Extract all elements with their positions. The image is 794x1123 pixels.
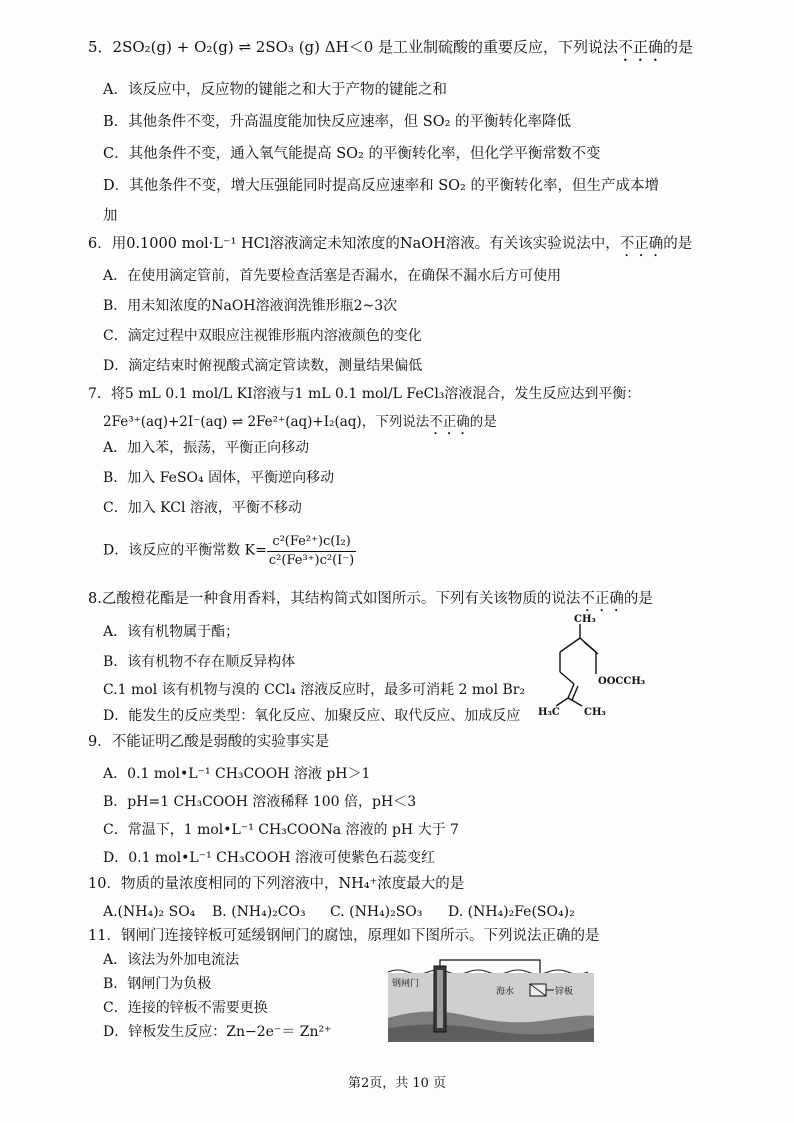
q7-stem-post: 的是 bbox=[469, 414, 497, 430]
q5-stem-post: 的是 bbox=[663, 38, 694, 56]
q6-option-a: A．在使用滴定管前，首先要检查活塞是否漏水，在确保不漏水后方可使用 bbox=[103, 268, 562, 284]
fraction-numerator: c²(Fe²⁺)c(I₂) bbox=[267, 534, 356, 552]
q9-stem: 9．不能证明乙酸是弱酸的实验事实是 bbox=[88, 734, 330, 750]
q7-option-a: A．加入苯，振荡，平衡正向移动 bbox=[103, 440, 310, 456]
q5-option-b: B．其他条件不变，升高温度能加快反应速率，但 SO₂ 的平衡转化率降低 bbox=[103, 114, 572, 130]
fraction-denominator: c²(Fe³⁺)c²(I⁻) bbox=[268, 552, 355, 568]
q9-option-b: B．pH=1 CH₃COOH 溶液稀释 100 倍，pH＜3 bbox=[103, 794, 417, 810]
struct-ester-group: OOCCH₃ bbox=[598, 676, 646, 687]
q8-option-b: B．该有机物不存在顺反异构体 bbox=[103, 654, 296, 670]
q6-option-b: B．用未知浓度的NaOH溶液润洗锥形瓶2~3次 bbox=[103, 298, 398, 314]
struct-ch3-right: CH₃ bbox=[584, 707, 606, 718]
q5-stem bbox=[88, 38, 693, 65]
q6-option-c: C．滴定过程中双眼应注视锥形瓶内溶液颜色的变化 bbox=[103, 328, 422, 344]
equilibrium-constant-fraction bbox=[267, 534, 356, 568]
q10-option-d: D. (NH₄)₂Fe(SO₄)₂ bbox=[448, 904, 575, 920]
q7-option-d bbox=[103, 534, 356, 568]
q10-option-c: C. (NH₄)₂SO₃ bbox=[330, 904, 423, 920]
fig-zinc-label: 锌板 bbox=[555, 987, 574, 997]
q11-option-a: A．该法为外加电流法 bbox=[103, 952, 240, 968]
q11-option-d: D．锌板发生反应：Zn−2e⁻＝ Zn²⁺ bbox=[103, 1024, 332, 1040]
q5-stem-pre: 5．2SO₂(g) + O₂(g) ⇌ 2SO₃ (g) ΔH＜0 是工业制硫酸的重要反应，下列说法 bbox=[88, 38, 619, 56]
q7-equation: 2Fe³⁺(aq)+2I⁻(aq) ⇌ 2Fe²⁺(aq)+I₂(aq)，下列说法 bbox=[103, 414, 430, 430]
q6-stem bbox=[88, 236, 692, 260]
q5-stem-emphasis: 不正确 bbox=[618, 38, 664, 56]
neryl-acetate-structure bbox=[538, 612, 678, 722]
q8-option-d: D．能发生的反应类型：氧化反应、加聚反应、取代反应、加成反应 bbox=[103, 708, 521, 724]
q7-option-c: C．加入 KCl 溶液，平衡不移动 bbox=[103, 500, 302, 516]
q8-stem-pre: 8.乙酸橙花酯是一种食用香料，其结构简式如图所示。下列有关该物质的说法 bbox=[88, 591, 581, 607]
fig-gate-label: 钢闸门 bbox=[392, 979, 420, 989]
q5-option-d-continued: 加 bbox=[103, 208, 118, 224]
q11-option-c: C．连接的锌板不需要更换 bbox=[103, 1000, 268, 1016]
steel-gate-figure bbox=[388, 956, 594, 1042]
q7-stem-line1: 7．将5 mL 0.1 mol/L KI溶液与1 mL 0.1 mol/L FeCl₃溶液混合，发生反应达到平衡： bbox=[88, 386, 641, 402]
q5-option-a: A．该反应中，反应物的键能之和大于产物的键能之和 bbox=[103, 82, 447, 98]
q5-option-c: C．其他条件不变，通入氧气能提高 SO₂ 的平衡转化率，但化学平衡常数不变 bbox=[103, 146, 601, 162]
q8-stem-emphasis: 不正确 bbox=[580, 591, 624, 607]
q9-option-a: A．0.1 mol•L⁻¹ CH₃COOH 溶液 pH＞1 bbox=[103, 766, 371, 782]
q10-option-b: B. (NH₄)₂CO₃ bbox=[212, 904, 306, 920]
page-footer: 第2页，共 10 页 bbox=[347, 1076, 447, 1091]
q9-option-d: D．0.1 mol•L⁻¹ CH₃COOH 溶液可使紫色石蕊变红 bbox=[103, 850, 435, 866]
q7-option-b: B．加入 FeSO₄ 固体，平衡逆向移动 bbox=[103, 470, 335, 486]
q6-option-d: D．滴定结束时俯视酸式滴定管读数，测量结果偏低 bbox=[103, 358, 423, 374]
q8-stem-post: 的是 bbox=[623, 591, 653, 607]
q7-option-d-label: D．该反应的平衡常数 K= bbox=[103, 542, 267, 559]
q7-stem-emphasis: 不正确 bbox=[429, 414, 470, 430]
q10-stem: 10．物质的量浓度相同的下列溶液中，NH₄⁺浓度最大的是 bbox=[88, 876, 465, 892]
q11-option-b: B．钢闸门为负极 bbox=[103, 976, 212, 992]
fig-seawater-label: 海水 bbox=[496, 987, 515, 997]
struct-ch3-top: CH₃ bbox=[574, 614, 596, 625]
q8-option-a: A．该有机物属于酯； bbox=[103, 624, 240, 640]
struct-h3c-left: H₃C bbox=[538, 707, 560, 718]
q6-stem-pre: 6．用0.1000 mol·L⁻¹ HCl溶液滴定未知浓度的NaOH溶液。有关该实验说法中， bbox=[88, 236, 620, 252]
q11-stem: 11．钢闸门连接锌板可延缓钢闸门的腐蚀，原理如下图所示。下列说法正确的是 bbox=[88, 928, 600, 944]
q9-option-c: C．常温下，1 mol•L⁻¹ CH₃COONa 溶液的 pH 大于 7 bbox=[103, 822, 459, 838]
q5-option-d: D．其他条件不变，增大压强能同时提高反应速率和 SO₂ 的平衡转化率，但生产成本增 bbox=[103, 178, 659, 194]
q8-option-c: C.1 mol 该有机物与溴的 CCl₄ 溶液反应时，最多可消耗 2 mol Br₂ bbox=[103, 682, 526, 698]
q6-stem-emphasis: 不正确 bbox=[619, 236, 664, 252]
q10-option-a: A.(NH₄)₂ SO₄ bbox=[103, 904, 196, 920]
q7-stem-line2 bbox=[103, 414, 497, 438]
q6-stem-post: 的是 bbox=[663, 236, 693, 252]
